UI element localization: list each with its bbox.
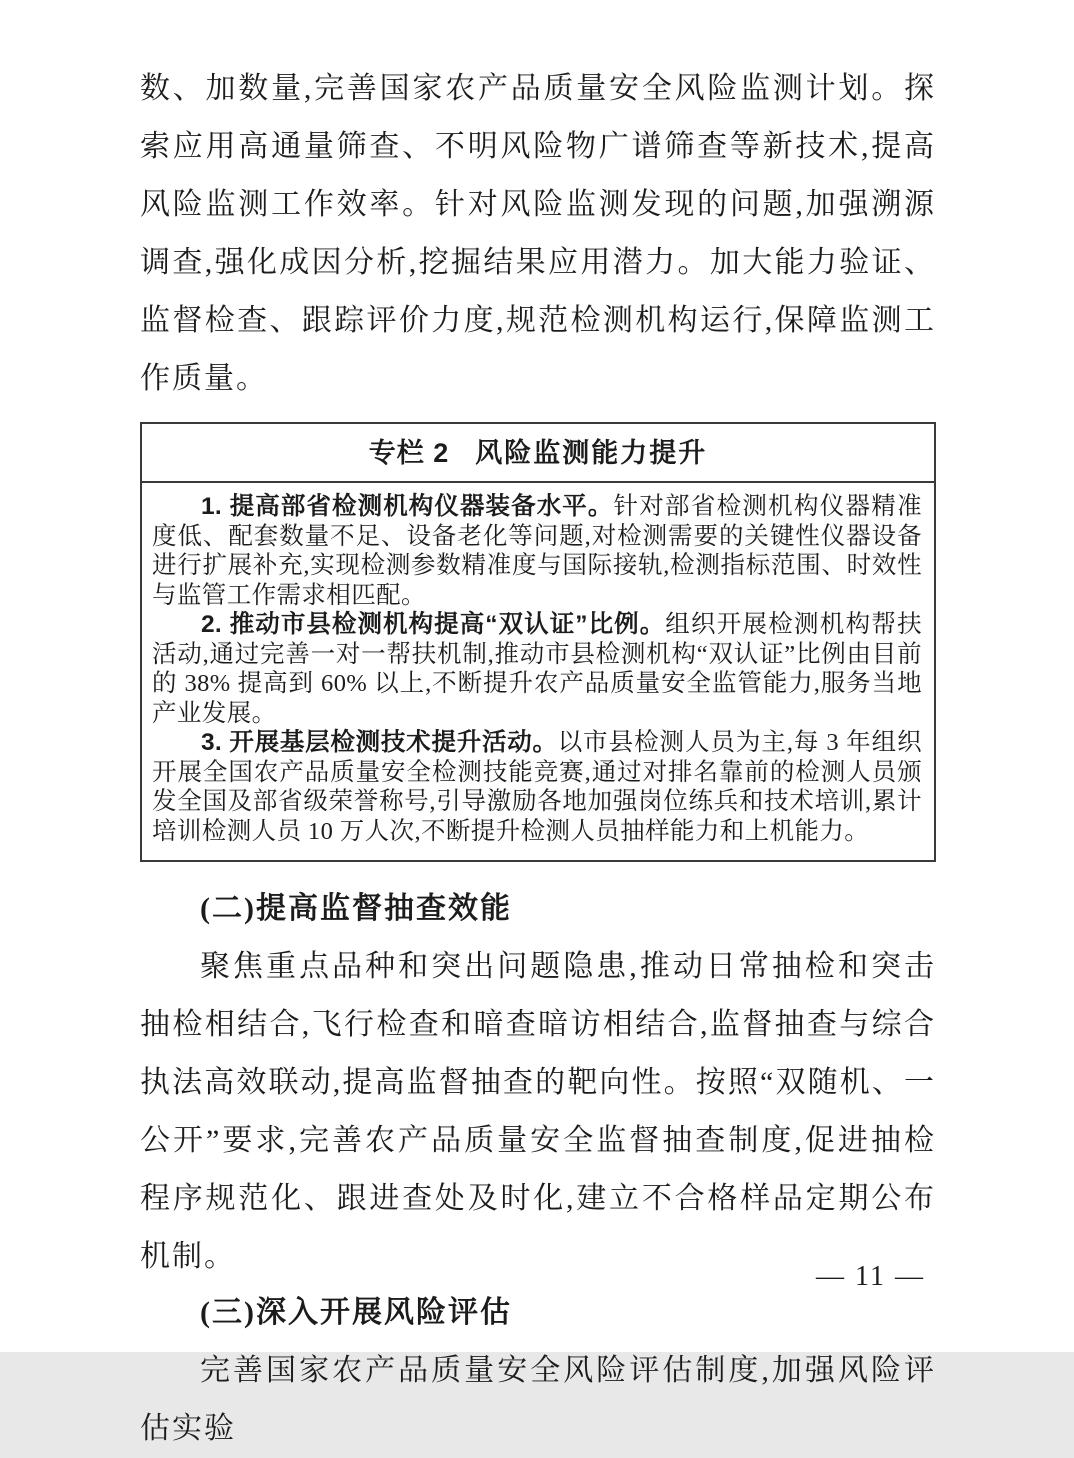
page-number: — 11 — <box>816 1261 925 1292</box>
column-box-2 <box>140 422 936 862</box>
section-heading-2: (二)提高监督抽查效能 <box>200 892 512 925</box>
section-2-paragraph: 聚焦重点品种和突出问题隐患,推动日常抽检和突击抽检相结合,飞行检查和暗查暗访相结合,监督抽查与综合执法高效联动,提高监督抽查的靶向性。按照“双随机、一公开”要求,完善农产品质量安全监督抽查制度,促进抽检程序规范化、跟进查处及时化,建立不合格样品定期公布机制。 <box>140 950 936 1273</box>
section-heading-3: (三)深入开展风险评估 <box>200 1296 512 1329</box>
box-item-2-lead: 2. 推动市县检测机构提高“双认证”比例。 <box>201 611 666 638</box>
box-item-3-lead: 3. 开展基层检测技术提升活动。 <box>201 729 558 756</box>
box-item-2 <box>152 610 922 728</box>
box-item-2-body: 组织开展检测机构帮扶活动,通过完善一对一帮扶机制,推动市县检测机构“双认证”比例由目前的 38% 提高到 60% 以上,不断提升农产品质量安全监管能力,服务当地产业发展。 <box>152 611 922 727</box>
continued-paragraph: 数、加数量,完善国家农产品质量安全风险监测计划。探索应用高通量筛查、不明风险物广谱筛查等新技术,提高风险监测工作效率。针对风险监测发现的问题,加强溯源调查,强化成因分析,挖掘结果应用潜力。加大能力验证、监督检查、跟踪评价力度,规范检测机构运行,保障监测工作质量。 <box>140 72 936 395</box>
column-box-label: 专栏 2 <box>368 438 450 468</box>
column-box-title <box>142 424 934 483</box>
box-item-1 <box>152 492 922 610</box>
page-content <box>140 0 936 1458</box>
box-item-1-body: 针对部省检测机构仪器精准度低、配套数量不足、设备老化等问题,对检测需要的关键性仪器设备进行扩展补充,实现检测参数精准度与国际接轨,检测指标范围、时效性与监管工作需求相匹配。 <box>152 493 922 609</box>
box-item-3-body: 以市县检测人员为主,每 3 年组织开展全国农产品质量安全检测技能竞赛,通过对排名靠前的检测人员颁发全国及部省级荣誉称号,引导激励各地加强岗位练兵和技术培训,累计培训检测人员 10 万人次,不断提升检测人员抽样能力和上机能力。 <box>152 729 922 845</box>
column-box-name: 风险监测能力提升 <box>475 438 708 468</box>
box-item-3 <box>152 728 922 846</box>
section-3-paragraph: 完善国家农产品质量安全风险评估制度,加强风险评估实验 <box>140 1354 936 1445</box>
column-box-body <box>142 483 934 860</box>
box-item-1-lead: 1. 提高部省检测机构仪器装备水平。 <box>201 493 614 520</box>
